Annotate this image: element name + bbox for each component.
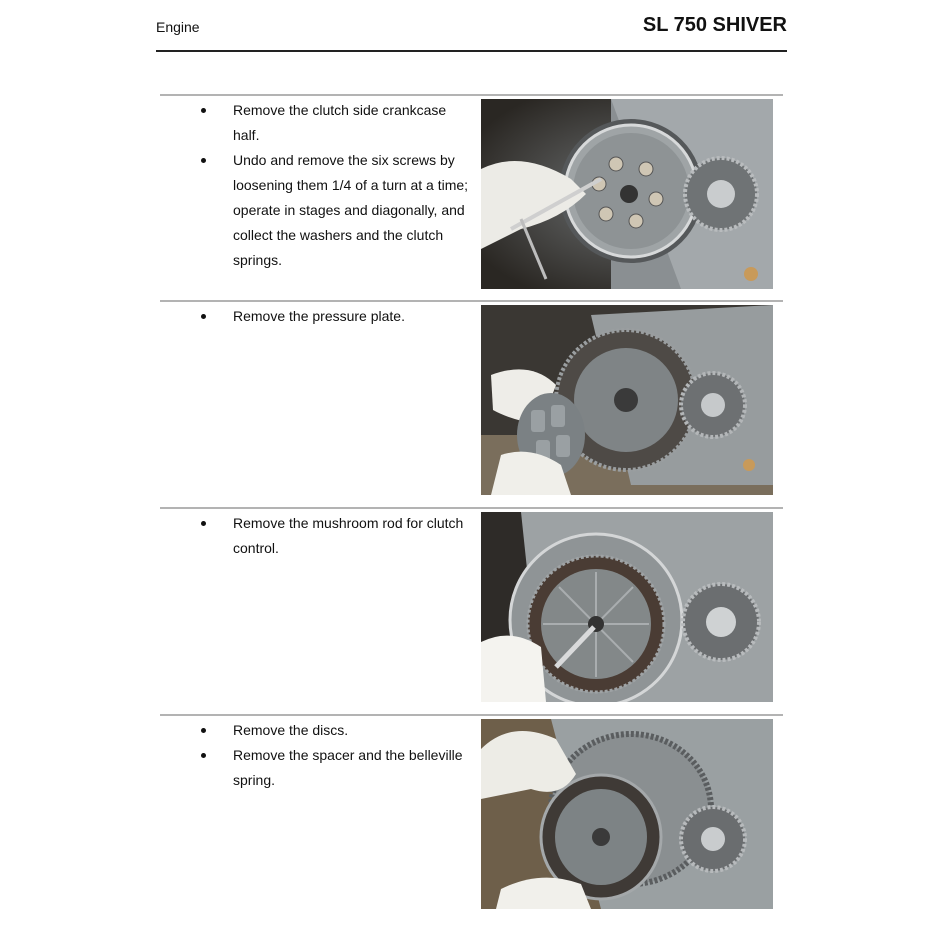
bullet-dot-icon [201, 158, 206, 163]
bullet-text-line: control. [233, 540, 279, 556]
step-instructions [160, 511, 480, 561]
bullet-text-line: spring. [233, 772, 276, 788]
bullet-dot-icon [201, 108, 206, 113]
step-photo [481, 719, 773, 909]
bullet-text-line: Remove the mushroom rod for clutch [233, 515, 464, 531]
row-divider [160, 300, 783, 302]
row-divider [160, 94, 783, 96]
bullet-dot-icon [201, 521, 206, 526]
bullet-dot-icon [201, 314, 206, 319]
bullet-text-line: Undo and remove the six screws by [233, 152, 455, 168]
bullet-text-line: half. [233, 127, 260, 143]
step-instructions [160, 98, 480, 273]
clutch-screws-photo-icon [481, 99, 773, 289]
model-title: SL 750 SHIVER [642, 14, 787, 36]
bullet-text-line: Remove the clutch side crankcase [233, 102, 447, 118]
bullet-item [160, 98, 480, 148]
step-row-3 [160, 507, 783, 713]
step-instructions [160, 304, 480, 329]
bullet-item [160, 148, 480, 273]
step-photo [481, 99, 773, 289]
bullet-dot-icon [201, 728, 206, 733]
row-divider [160, 507, 783, 509]
bullet-text-line: Remove the discs. [233, 722, 349, 738]
bullet-text-line: Remove the pressure plate. [233, 308, 405, 324]
clutch-discs-photo-icon [481, 719, 773, 909]
bullet-item [160, 304, 480, 329]
bullet-dot-icon [201, 753, 206, 758]
bullet-item [160, 511, 480, 561]
step-row-1 [160, 94, 783, 300]
bullet-text-line: operate in stages and diagonally, and [233, 202, 465, 218]
step-row-2 [160, 300, 783, 506]
step-instructions [160, 718, 480, 793]
pressure-plate-photo-icon [481, 305, 773, 495]
header-divider [156, 50, 787, 52]
mushroom-rod-photo-icon [481, 512, 773, 702]
bullet-item [160, 718, 480, 743]
bullet-item [160, 743, 480, 793]
step-row-4 [160, 714, 783, 920]
section-title: Engine [156, 19, 200, 35]
step-photo [481, 305, 773, 495]
bullet-text-line: collect the washers and the clutch [233, 227, 444, 243]
bullet-text-line: loosening them 1/4 of a turn at a time; [233, 177, 469, 193]
bullet-text-line: springs. [233, 252, 283, 268]
row-divider [160, 714, 783, 716]
step-photo [481, 512, 773, 702]
bullet-text-line: Remove the spacer and the belleville [233, 747, 463, 763]
